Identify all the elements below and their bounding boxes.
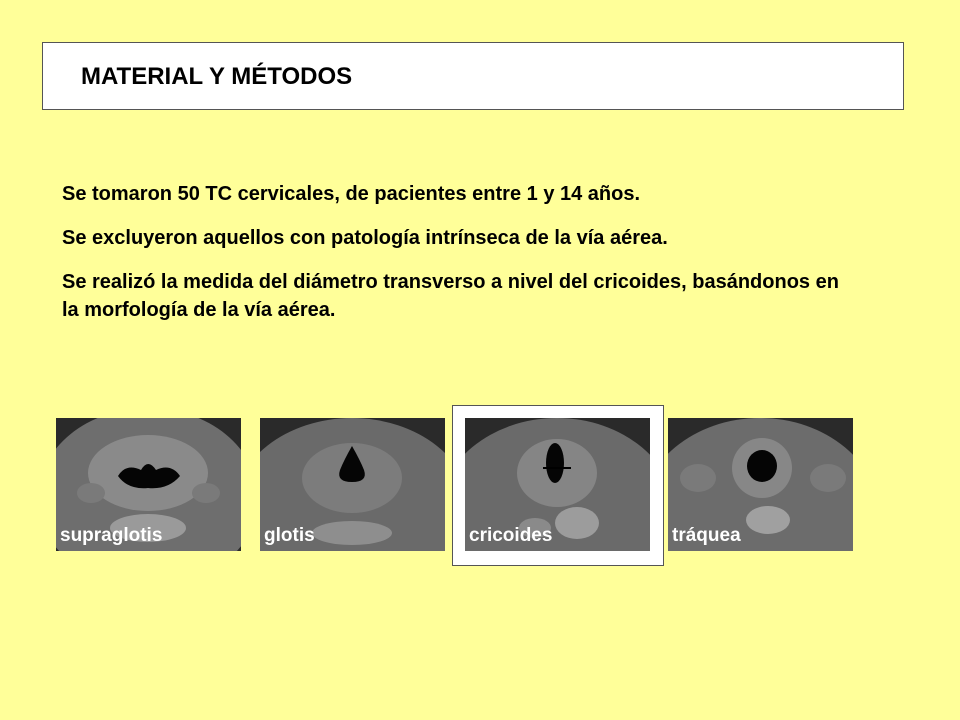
- panel-label-traquea: tráquea: [672, 525, 741, 546]
- ct-image-supraglotis: [56, 418, 241, 551]
- body-text: [62, 180, 842, 324]
- panel-label-glotis: glotis: [264, 525, 315, 546]
- slide-title: MATERIAL Y MÉTODOS: [81, 63, 353, 90]
- panel-label-supraglotis: supraglotis: [60, 525, 163, 546]
- ct-image-traquea: [668, 418, 853, 551]
- ct-image-glotis: [260, 418, 445, 551]
- paragraph-3: Se realizó la medida del diámetro transverso a nivel del cricoides, basándonos en la morfología de la vía aérea.: [62, 271, 839, 321]
- title-box: [42, 42, 904, 110]
- paragraph-1: Se tomaron 50 TC cervicales, de pacientes entre 1 y 14 años.: [62, 183, 641, 205]
- paragraph-2: Se excluyeron aquellos con patología intrínseca de la vía aérea.: [62, 227, 668, 249]
- panel-label-cricoides: cricoides: [469, 525, 553, 546]
- ct-image-cricoides: [465, 418, 650, 551]
